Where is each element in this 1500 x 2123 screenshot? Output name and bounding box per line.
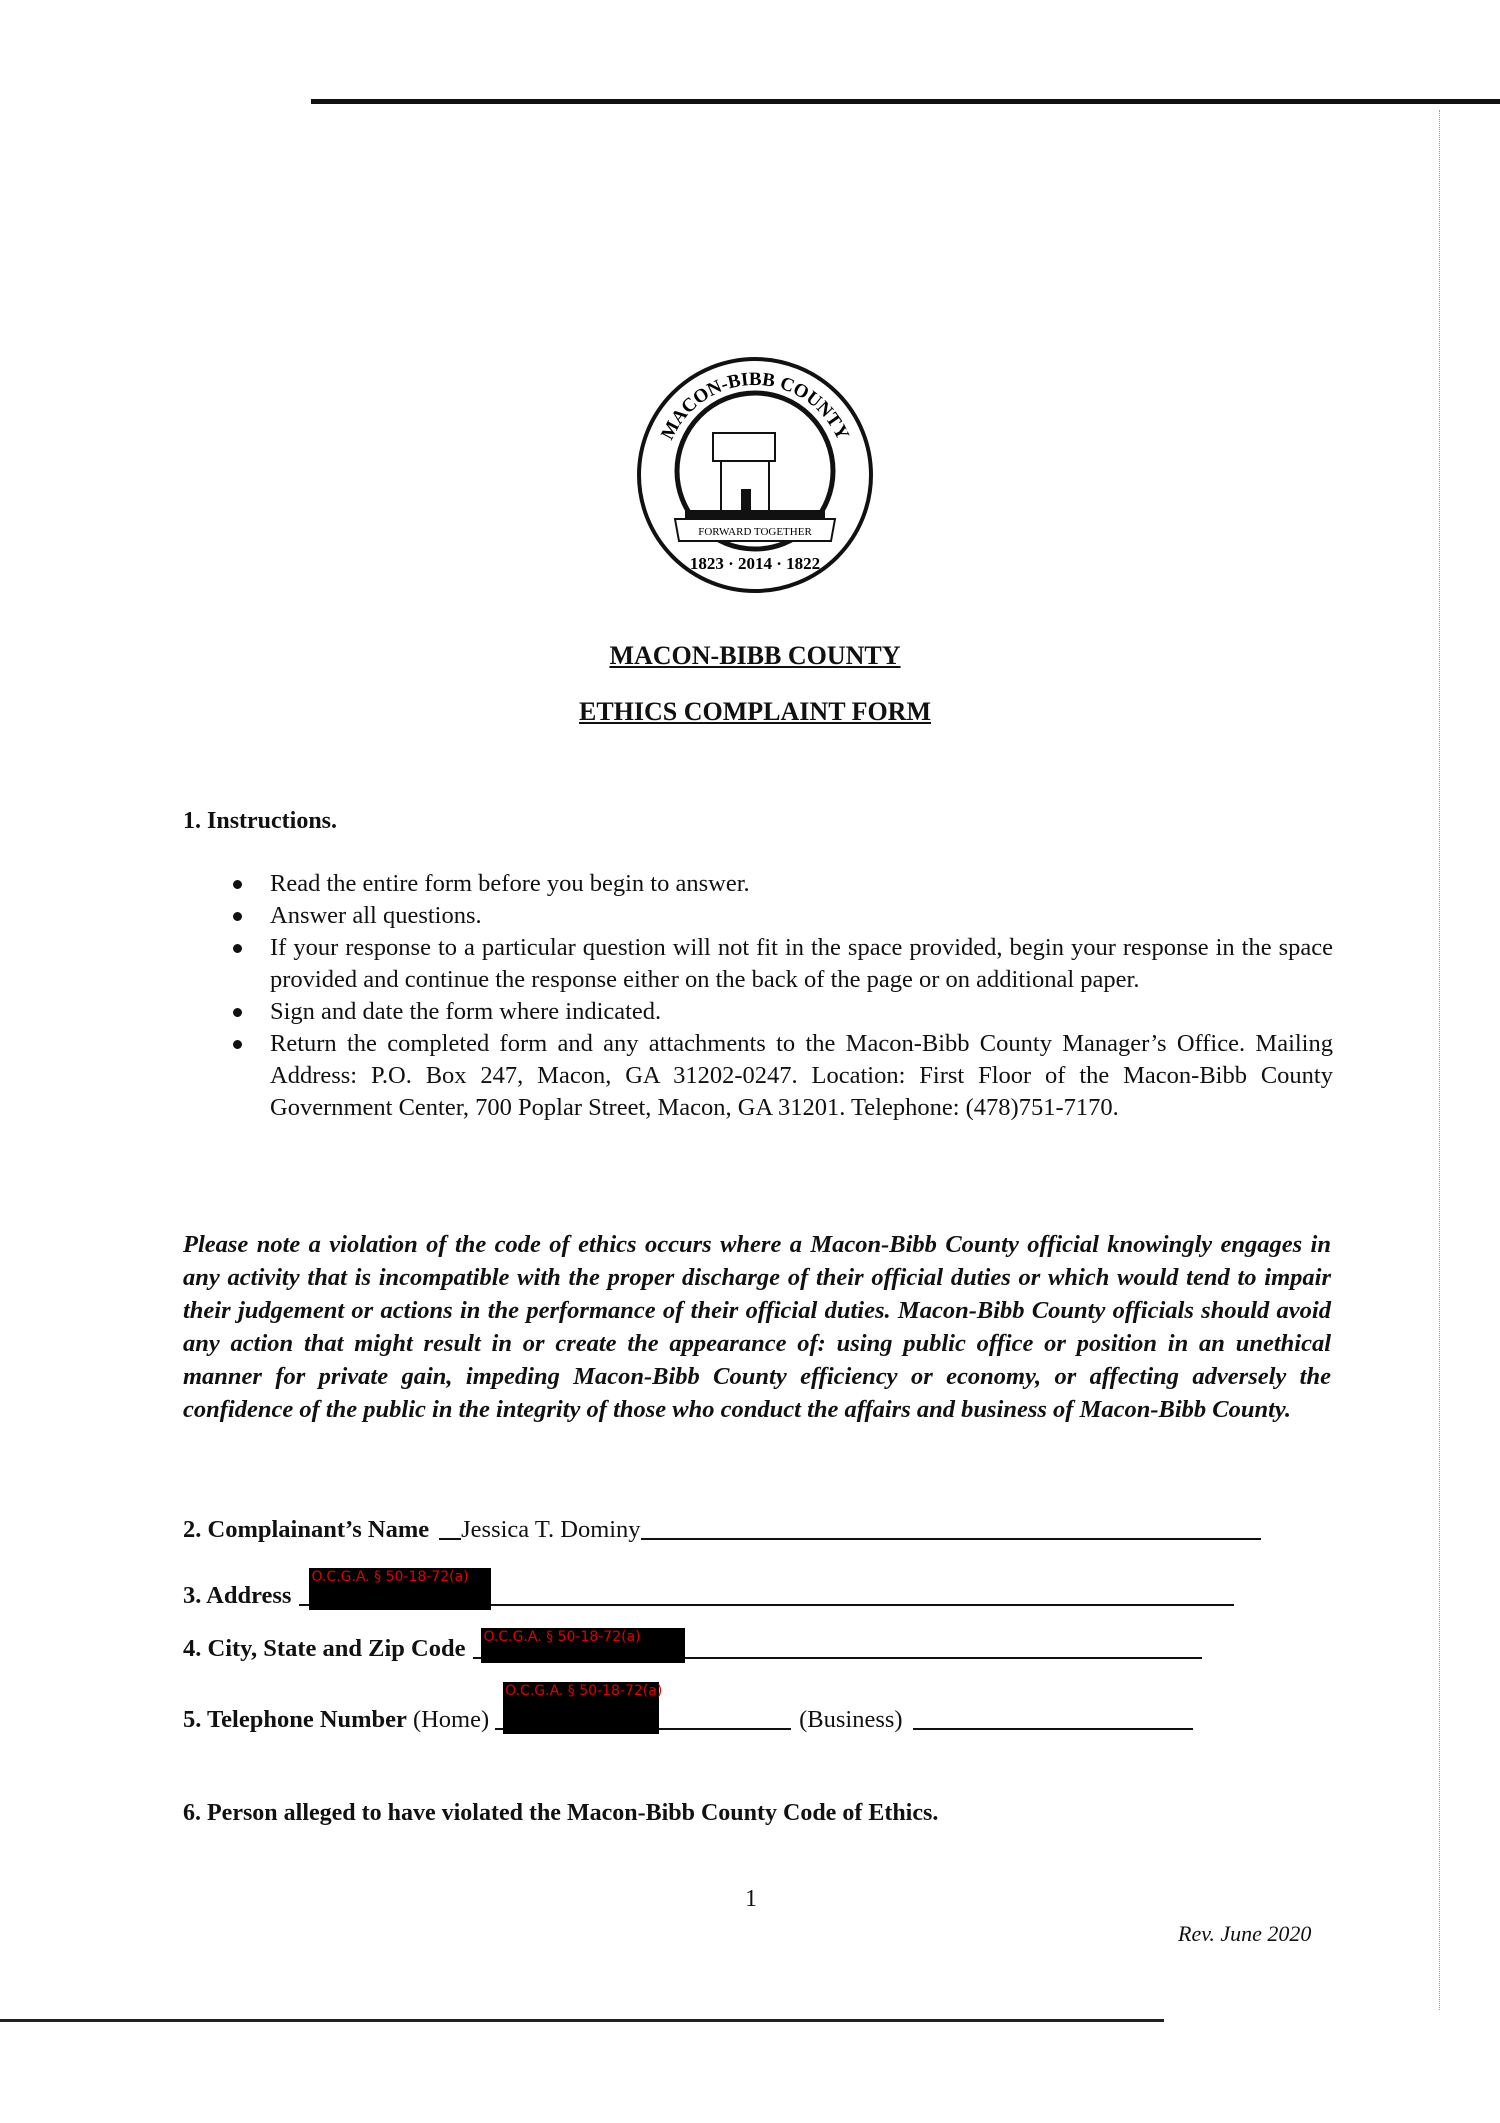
business-phone-line[interactable] [913, 1728, 1193, 1730]
redaction-box: O.C.G.A. § 50-18-72(a) [481, 1628, 685, 1663]
field-line [299, 1604, 309, 1606]
field-line [685, 1657, 1202, 1659]
field-label: 3. Address [183, 1582, 292, 1609]
home-label: (Home) [412, 1706, 490, 1733]
list-item: Answer all questions. [233, 900, 1333, 932]
field-line [641, 1538, 1261, 1540]
address-field[interactable] [183, 1568, 1234, 1610]
field-label: 2. Complainant’s Name [183, 1516, 430, 1543]
business-label: (Business) [799, 1706, 903, 1733]
list-item: Read the entire form before you begin to answer. [233, 868, 1333, 900]
redaction-box: O.C.G.A. § 50-18-72(a) [309, 1568, 491, 1610]
list-item: Sign and date the form where indicated. [233, 996, 1333, 1028]
instructions-list [233, 868, 1333, 1124]
form-title: ETHICS COMPLAINT FORM [579, 697, 931, 726]
instructions-heading: 1. Instructions. [183, 808, 338, 834]
page-title: MACON-BIBB COUNTY [609, 641, 901, 670]
scan-edge-noise [1439, 110, 1490, 2010]
section-6-heading: 6. Person alleged to have violated the Macon-Bibb County Code of Ethics. [183, 1800, 939, 1826]
field-label: 5. Telephone Number [183, 1706, 407, 1733]
county-seal-logo [635, 355, 875, 595]
city-state-zip-field[interactable] [183, 1628, 1202, 1663]
redaction-box: O.C.G.A. § 50-18-72(a) [503, 1682, 659, 1734]
complainant-name-value: Jessica T. Dominy [461, 1516, 641, 1543]
field-line [473, 1657, 481, 1659]
ethics-note: Please note a violation of the code of ethics occurs where a Macon-Bibb County official knowingly engages in any activity that is incompatible with the proper discharge of their official duties or which would tend to impair their judgement or actions in the performance of their official duties. Macon-Bibb County officials should avoid any action that might result in or create the appearance of: using public office or position in an unethical manner for private gain, impeding Macon-Bibb County efficiency or economy, or affecting adversely the confidence of the public in the integrity of those who conduct the affairs and business of Macon-Bibb County. [183, 1231, 1331, 1423]
field-label: 4. City, State and Zip Code [183, 1635, 466, 1662]
page-number: 1 [745, 1886, 757, 1912]
list-item: If your response to a particular question will not fit in the space provided, begin your response in the space provided and continue the response either on the back of the page or on additional paper. [233, 932, 1333, 996]
svg-text:1823 · 2014 · 1822: 1823 · 2014 · 1822 [689, 554, 821, 573]
svg-text:MACON-BIBB COUNTY: MACON-BIBB COUNTY [657, 368, 853, 444]
field-line [439, 1538, 461, 1540]
field-line [659, 1728, 791, 1730]
complainant-name-field[interactable] [183, 1516, 1261, 1544]
field-line [491, 1604, 1234, 1606]
revision-date: Rev. June 2020 [1178, 1921, 1312, 1946]
svg-text:FORWARD TOGETHER: FORWARD TOGETHER [698, 526, 812, 538]
bottom-rule [0, 2019, 1164, 2022]
list-item: Return the completed form and any attachments to the Macon-Bibb County Manager’s Office. Mailing Address: P.O. Box 247, Macon, GA 31202-0247. Location: First Floor of the Macon-Bibb County Government Center, 700 Poplar Street, Macon, GA 31201. Telephone: (478)751-7170. [233, 1028, 1333, 1124]
telephone-field[interactable] [183, 1682, 1193, 1734]
top-rule [311, 99, 1500, 104]
field-line [495, 1728, 503, 1730]
